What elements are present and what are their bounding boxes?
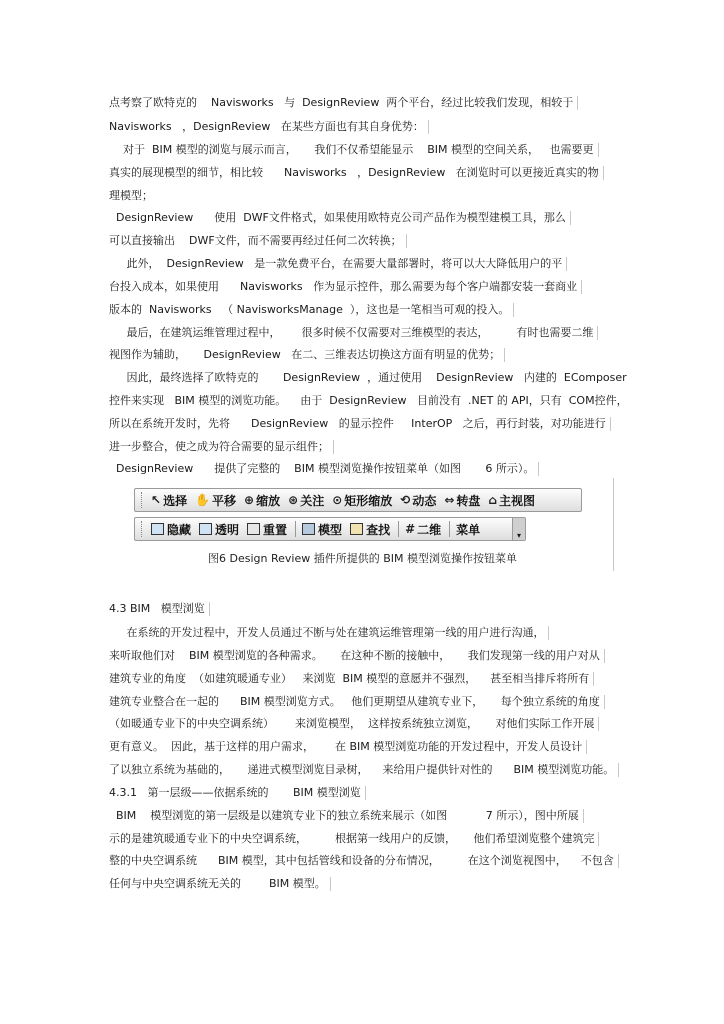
text-line: 示的是建筑暖通专业下的中央空调系统， 根据第一线用户的反馈， 他们希望浏览整个建筑完: [109, 832, 599, 846]
select-button[interactable]: [151, 492, 187, 509]
reset-label: 重置: [263, 522, 288, 537]
rect-zoom-icon: ⊙: [332, 493, 343, 507]
text-line: 所以在系统开发时，先将 DesignReview 的显示控件 InterOP 之后，再行封装，对功能进行: [109, 417, 611, 431]
2d-icon: #: [405, 522, 416, 536]
toolbar-separator: [398, 521, 399, 537]
text-line: 最后，在建筑运维管理过程中， 很多时候不仅需要对三维模型的表达， 有时也需要二维: [109, 326, 598, 340]
find-icon: [350, 523, 363, 535]
pointer-icon: ↖: [151, 493, 162, 507]
text-line: 视图作为辅助， DesignReview 在二、三维表达切换这方面有明显的优势；: [109, 348, 505, 362]
transparent-button[interactable]: [199, 521, 239, 538]
reset-icon: [247, 523, 260, 535]
text-line: 在系统的开发过程中，开发人员通过不断与处在建筑运维管理第一线的用户进行沟通，: [109, 626, 549, 640]
model-label: 模型: [318, 522, 343, 537]
text-line: 控件来实现 BIM 模型的浏览功能。 由于 DesignReview 目前没有 .NET 的 API，只有 COM控件，: [109, 394, 628, 407]
zoom-label: 缩放: [256, 493, 281, 508]
find-button[interactable]: [350, 521, 390, 538]
transparent-label: 透明: [215, 522, 240, 537]
hide-icon: [151, 523, 164, 535]
2d-button[interactable]: [405, 521, 441, 538]
focus-icon: ⊛: [288, 493, 299, 507]
text-line: 建筑专业的角度 （如建筑暖通专业） 来浏览 BIM 模型的意愿并不强烈， 甚至相当排斥将所有: [109, 672, 594, 686]
model-button[interactable]: [302, 521, 342, 538]
2d-label: 二维: [417, 522, 442, 537]
text-line: 整的中央空调系统 BIM 模型，其中包括管线和设备的分布情况， 在这个浏览视图中， 不包含: [109, 854, 619, 868]
text-line: 理模型；: [109, 189, 153, 202]
toolbar-separator: [295, 521, 296, 537]
orbit-button[interactable]: [400, 492, 436, 509]
toolbar-row-2: [134, 517, 526, 541]
text-line: DesignReview 提供了完整的 BIM 模型浏览操作按钮菜单（如图 6 所示）。: [109, 462, 539, 476]
pan-label: 平移: [212, 493, 237, 508]
select-label: 选择: [163, 493, 188, 508]
text-line: 点考察了欧特克的 Navisworks 与 DesignReview 两个平台，经过比较我们发现，相较于: [109, 96, 578, 110]
text-line: Navisworks ，DesignReview 在某些方面也有其自身优势：: [109, 120, 429, 134]
text-line: 来听取他们对 BIM 模型浏览的各种需求。 在这种不断的接触中， 我们发现第一线的用户对从: [109, 649, 605, 663]
reset-button[interactable]: [247, 521, 287, 538]
text-line: 建筑专业整合在一起的 BIM 模型浏览方式。 他们更期望从建筑专业下， 每个独立系统的角度: [109, 695, 605, 709]
subsection-heading: 4.3.1 第一层级——依据系统的 BIM 模型浏览: [109, 786, 366, 800]
toolbar-grip: [141, 492, 145, 508]
figure-caption: 图6 Design Review 插件所提供的 BIM 模型浏览操作按钮菜单: [208, 552, 517, 565]
text-line: BIM 模型浏览的第一层级是以建筑专业下的独立系统来展示（如图 7 所示），图中所展: [109, 809, 584, 823]
text-line: （如暖通专业下的中央空调系统） 来浏览模型， 这样按系统独立浏览， 对他们实际工作开展: [109, 717, 599, 731]
text-line: 进一步整合，使之成为符合需要的显示组件；: [109, 440, 334, 454]
pan-button[interactable]: [195, 492, 236, 509]
home-view-button[interactable]: [488, 492, 535, 509]
model-icon: [302, 523, 315, 535]
text-line: 对于 BIM 模型的浏览与展示而言， 我们不仅希望能显示 BIM 模型的空间关系， 也需要更: [109, 143, 599, 157]
hide-button[interactable]: [151, 521, 191, 538]
hide-label: 隐藏: [167, 522, 192, 537]
turntable-button[interactable]: [444, 492, 480, 509]
text-line: 任何与中央空调系统无关的 BIM 模型。: [109, 877, 331, 891]
text-line: 更有意义。 因此，基于这样的用户需求， 在 BIM 模型浏览功能的开发过程中，开发人员设计: [109, 740, 587, 754]
toolbar-row-1: [134, 488, 582, 512]
text-line: 台投入成本，如果使用 Navisworks 作为显示控件，那么需要为每个客户端都安装一套商业: [109, 280, 582, 294]
text-line: DesignReview 使用 DWF文件格式，如果使用欧特克公司产品作为模型建模工具，那么: [109, 211, 571, 225]
orbit-label: 动态: [412, 493, 437, 508]
menu-label: 菜单: [456, 522, 481, 537]
zoom-button[interactable]: [244, 492, 280, 509]
text-line: 真实的展现模型的细节，相比较 Navisworks ，DesignReview 在浏览时可以更接近真实的物: [109, 166, 604, 180]
text-line: 版本的 Navisworks （ NavisworksManage ），这也是一笔相当可观的投入。: [109, 303, 514, 317]
text-line: 了以独立系统为基础的， 递进式模型浏览目录树， 来给用户提供针对性的 BIM 模型浏览功能。: [109, 763, 619, 777]
toolbar-separator: [449, 521, 450, 537]
menu-button[interactable]: [456, 521, 480, 538]
pan-hand-icon: ✋: [195, 493, 211, 507]
text-line: 此外， DesignReview 是一款免费平台，在需要大量部署时，将可以大大降低用户的平: [109, 257, 567, 271]
text-line: 可以直接输出 DWF文件，而不需要再经过任何二次转换；: [109, 234, 407, 248]
text-line: 因此，最终选择了欧特克的 DesignReview ，通过使用 DesignReview 内建的 EComposer: [109, 371, 627, 384]
focus-label: 关注: [300, 493, 325, 508]
toolbar-grip: [141, 521, 145, 537]
transparent-icon: [199, 523, 212, 535]
turntable-icon: ⇔: [444, 493, 455, 507]
turntable-label: 转盘: [456, 493, 481, 508]
chevron-down-icon[interactable]: ▾: [512, 518, 525, 540]
figure-6: [112, 478, 614, 571]
home-icon: ⌂: [488, 493, 498, 507]
find-label: 查找: [366, 522, 391, 537]
zoom-icon: ⊕: [244, 493, 255, 507]
orbit-icon: ⟲: [400, 493, 411, 507]
rect-zoom-label: 矩形缩放: [344, 493, 393, 508]
section-heading: 4.3 BIM 模型浏览: [109, 602, 210, 616]
focus-button[interactable]: [288, 492, 324, 509]
home-view-label: 主视图: [499, 493, 536, 508]
rect-zoom-button[interactable]: [332, 492, 392, 509]
